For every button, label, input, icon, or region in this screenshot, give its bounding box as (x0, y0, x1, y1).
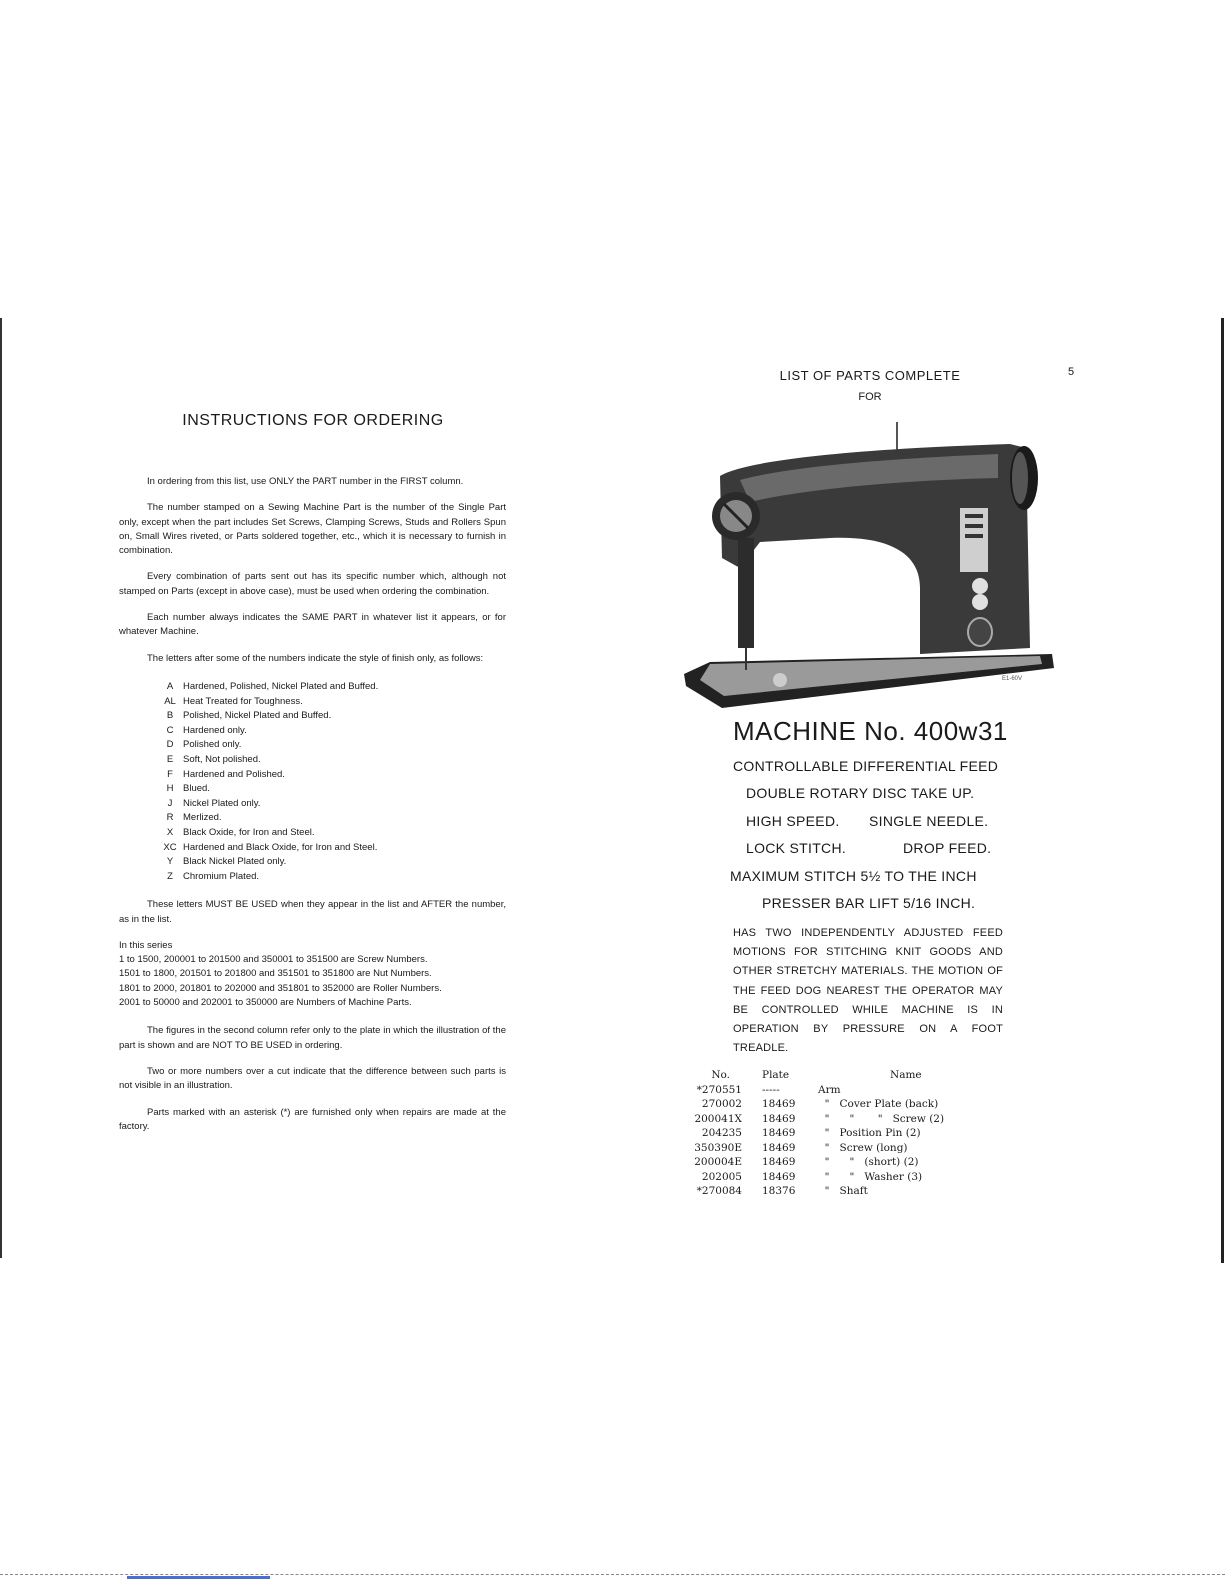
finish-desc: Polished, Nickel Plated and Buffed. (183, 710, 332, 722)
asterisk-note: Parts marked with an asterisk (*) are furnished only when repairs are made at the factory. (119, 1106, 506, 1132)
series-line: 2001 to 50000 and 202001 to 350000 are Numbers of Machine Parts. (119, 997, 412, 1009)
page-edge-right (1221, 318, 1224, 1263)
col-header-plate: Plate (762, 1069, 790, 1081)
finish-desc: Heat Treated for Toughness. (183, 695, 303, 707)
col-header-name: Name (890, 1069, 922, 1081)
finish-row (157, 782, 506, 797)
part-plate: 18469 (762, 1170, 796, 1183)
table-row (680, 1171, 1010, 1186)
series-line: 1801 to 2000, 201801 to 202000 and 351801 to 352000 are Roller Numbers. (119, 982, 442, 994)
finish-desc: Chromium Plated. (183, 870, 260, 882)
finish-desc: Hardened and Polished. (183, 768, 285, 780)
part-no: 270002 (701, 1098, 742, 1110)
spec-drop-feed: DROP FEED. (903, 840, 992, 856)
part-plate: 18469 (762, 1112, 796, 1125)
part-plate: 18376 (762, 1185, 796, 1197)
spec-differential-feed: CONTROLLABLE DIFFERENTIAL FEED (733, 758, 999, 774)
part-no: 200004E (694, 1156, 742, 1168)
finish-code: J (167, 797, 173, 809)
parts-table (680, 1069, 1010, 1200)
spec-take-up: DOUBLE ROTARY DISC TAKE UP. (746, 785, 975, 801)
finish-code-list (157, 680, 506, 884)
parts-list-heading: LIST OF PARTS COMPLETE (779, 368, 961, 383)
finish-code: XC (163, 841, 177, 853)
spec-single-needle: SINGLE NEEDLE. (869, 813, 989, 829)
finish-code: AL (164, 695, 176, 707)
table-row (680, 1113, 1010, 1128)
finish-row (157, 724, 506, 739)
series-list (119, 939, 506, 1010)
series-line: 1 to 1500, 200001 to 201500 and 350001 to 351500 are Screw Numbers. (119, 954, 428, 966)
machine-title: MACHINE No. 400w31 (733, 716, 1008, 746)
sewing-machine-illustration (680, 418, 1060, 718)
finish-row (157, 811, 506, 826)
horizontal-scrollbar[interactable] (0, 1574, 1225, 1586)
part-plate: 18469 (762, 1098, 796, 1110)
table-row (680, 1156, 1010, 1171)
finish-code: B (166, 710, 174, 722)
part-no: 350390E (694, 1141, 742, 1154)
part-name: " Position Pin (2) (818, 1127, 921, 1139)
finish-row (157, 680, 506, 695)
finish-row (157, 855, 506, 870)
image-caption: E1-60V (1002, 676, 1023, 682)
part-plate: 18469 (762, 1141, 796, 1154)
finish-desc: Black Nickel Plated only. (183, 856, 287, 868)
table-row (680, 1098, 1010, 1113)
finish-row (157, 709, 506, 724)
page-edge-left (0, 318, 2, 1258)
cut-note: Two or more numbers over a cut indicate that the difference between such parts is not visible in an illustration. (119, 1065, 506, 1092)
spec-lock-stitch: LOCK STITCH. (746, 840, 847, 856)
part-plate: 18469 (762, 1156, 796, 1168)
finish-code: A (166, 680, 174, 692)
for-label: FOR (858, 391, 882, 403)
spec-presser-bar-lift: PRESSER BAR LIFT 5/16 INCH. (762, 895, 976, 911)
figures-note: The figures in the second column refer only to the plate in which the illustration of the part is shown and are NOT TO BE USED in ordering. (119, 1025, 506, 1051)
table-row (680, 1127, 1010, 1142)
spec-high-speed: HIGH SPEED. (746, 813, 840, 829)
table-row (680, 1084, 1010, 1099)
finish-code: C (166, 724, 174, 736)
finish-desc: Hardened and Black Oxide, for Iron and Steel. (183, 841, 378, 853)
paragraph-1: In ordering from this list, use ONLY the PART number in the FIRST column. (147, 476, 464, 487)
finish-desc: Blued. (183, 783, 210, 795)
part-no: 200041X (694, 1112, 742, 1125)
part-name: Arm (818, 1083, 841, 1096)
finish-row (157, 870, 506, 885)
finish-code: X (166, 826, 174, 838)
finish-row (157, 797, 506, 812)
finish-desc: Merlized. (183, 812, 222, 824)
col-header-no: No. (711, 1069, 730, 1081)
finish-code: Y (166, 856, 174, 868)
paragraph-5: The letters after some of the numbers indicate the style of finish only, as follows: (147, 652, 484, 664)
paragraph-2: The number stamped on a Sewing Machine Part is the number of the Single Part only, except when the part includes Set Screws, Clamping Screws, Studs and Rollers Spun on, Small Wires riveted, or Parts soldered together, etc., which it is necessary to furnish in combination. (119, 502, 506, 557)
part-name: " Cover Plate (back) (818, 1098, 939, 1110)
finish-code: Z (167, 870, 173, 882)
part-name: " " Washer (3) (818, 1170, 923, 1183)
finish-desc: Soft, Not polished. (183, 753, 261, 765)
paragraph-3: Every combination of parts sent out has its specific number which, although not stamped on Parts (except in above case), must be used when ordering the combination. (119, 571, 506, 597)
finish-desc: Black Oxide, for Iron and Steel. (183, 826, 315, 838)
table-row (680, 1185, 1010, 1200)
finish-code: H (166, 783, 174, 795)
part-plate: 18469 (762, 1127, 796, 1139)
finish-row (157, 695, 506, 710)
part-no: 202005 (701, 1170, 742, 1183)
finish-code: E (166, 753, 174, 765)
part-plate: ----- (762, 1083, 780, 1096)
finish-row (157, 753, 506, 768)
instructions-title: INSTRUCTIONS FOR ORDERING (182, 412, 444, 429)
finish-code: R (166, 812, 174, 824)
machine-description: HAS TWO INDEPENDENTLY ADJUSTED FEED MOTIONS FOR STITCHING KNIT GOODS AND OTHER STRETCHY MATERIALS. THE MOTION OF THE FEED DOG NEAREST THE OPERATOR MAY BE CONTROLLED WHILE MACHINE IS IN OPERATION BY PRESSURE ON A FOOT TREADLE. (733, 927, 1003, 1055)
instructions-body (119, 475, 506, 1146)
page-number: 5 (1068, 366, 1075, 378)
finish-code: F (167, 768, 173, 780)
finish-desc: Hardened, Polished, Nickel Plated and Buffed. (183, 680, 379, 692)
parts-table-header (680, 1069, 1010, 1084)
part-name: " Screw (long) (818, 1141, 908, 1154)
part-no: *270551 (696, 1083, 742, 1096)
part-no: *270084 (696, 1185, 742, 1197)
scrollbar-thumb[interactable] (127, 1576, 270, 1579)
paragraph-4: Each number always indicates the SAME PART in whatever list it appears, or for whatever Machine. (119, 612, 506, 638)
part-name: " Shaft (818, 1185, 868, 1197)
finish-desc: Hardened only. (183, 724, 247, 736)
series-intro: In this series (119, 939, 173, 951)
finish-row (157, 841, 506, 856)
part-name: " " " Screw (2) (818, 1112, 945, 1125)
finish-desc: Polished only. (183, 739, 242, 751)
table-row (680, 1142, 1010, 1157)
finish-row (157, 768, 506, 783)
letters-note: These letters MUST BE USED when they appear in the list and AFTER the number, as in the list. (119, 899, 506, 925)
finish-row (157, 738, 506, 753)
finish-desc: Nickel Plated only. (183, 797, 261, 809)
part-name: " " (short) (2) (818, 1156, 919, 1168)
finish-code: D (166, 739, 174, 751)
series-line: 1501 to 1800, 201501 to 201800 and 351501 to 351800 are Nut Numbers. (119, 968, 432, 980)
finish-row (157, 826, 506, 841)
part-no: 204235 (701, 1127, 742, 1139)
spec-max-stitch: MAXIMUM STITCH 5½ TO THE INCH (730, 868, 977, 884)
